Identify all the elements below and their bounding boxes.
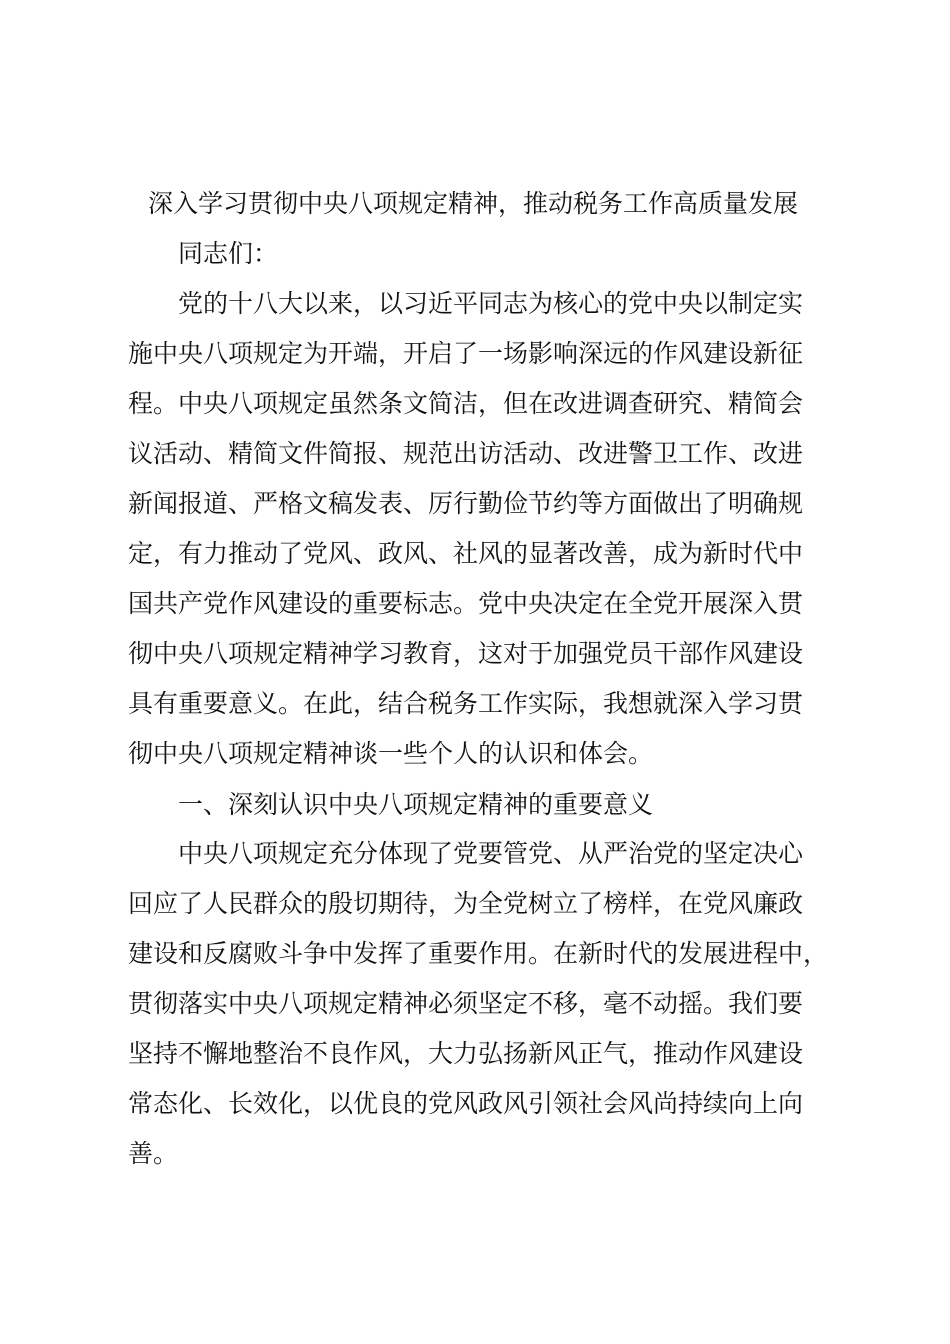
paragraph-line: 施中央八项规定为开端，开启了一场影响深远的作风建设新征 [128, 339, 804, 368]
paragraph-line: 回应了人民群众的殷切期待，为全党树立了榜样，在党风廉政 [128, 889, 804, 918]
document-title: 深入学习贯彻中央八项规定精神，推动税务工作高质量发展 [148, 189, 799, 218]
paragraph-line: 具有重要意义。在此，结合税务工作实际，我想就深入学习贯 [128, 689, 804, 718]
paragraph-line: 坚持不懈地整治不良作风，大力弘扬新风正气，推动作风建设 [128, 1039, 804, 1068]
paragraph-line: 中央八项规定充分体现了党要管党、从严治党的坚定决心 [178, 839, 804, 868]
paragraph-line: 国共产党作风建设的重要标志。党中央决定在全党开展深入贯 [128, 589, 804, 618]
paragraph-line: 议活动、精简文件简报、规范出访活动、改进警卫工作、改进 [128, 439, 804, 468]
section-heading: 一、深刻认识中央八项规定精神的重要意义 [178, 790, 654, 819]
paragraph-section-1 [128, 829, 868, 1179]
greeting: 同志们： [178, 239, 279, 268]
paragraph-line: 善。 [128, 1139, 179, 1168]
paragraph-line: 贯彻落实中央八项规定精神必须坚定不移，毫不动摇。我们要 [128, 989, 804, 1018]
paragraph-intro [128, 279, 868, 779]
paragraph-line: 建设和反腐败斗争中发挥了重要作用。在新时代的发展进程中， [128, 939, 829, 968]
paragraph-line: 党的十八大以来，以习近平同志为核心的党中央以制定实 [178, 289, 804, 318]
paragraph-line: 定，有力推动了党风、政风、社风的显著改善，成为新时代中 [128, 539, 804, 568]
paragraph-line: 彻中央八项规定精神谈一些个人的认识和体会。 [128, 739, 654, 768]
paragraph-line: 程。中央八项规定虽然条文简洁，但在改进调查研究、精简会 [128, 389, 804, 418]
paragraph-line: 常态化、长效化，以优良的党风政风引领社会风尚持续向上向 [128, 1089, 804, 1118]
paragraph-line: 新闻报道、严格文稿发表、厉行勤俭节约等方面做出了明确规 [128, 489, 804, 518]
paragraph-line: 彻中央八项规定精神学习教育，这对于加强党员干部作风建设 [128, 639, 804, 668]
